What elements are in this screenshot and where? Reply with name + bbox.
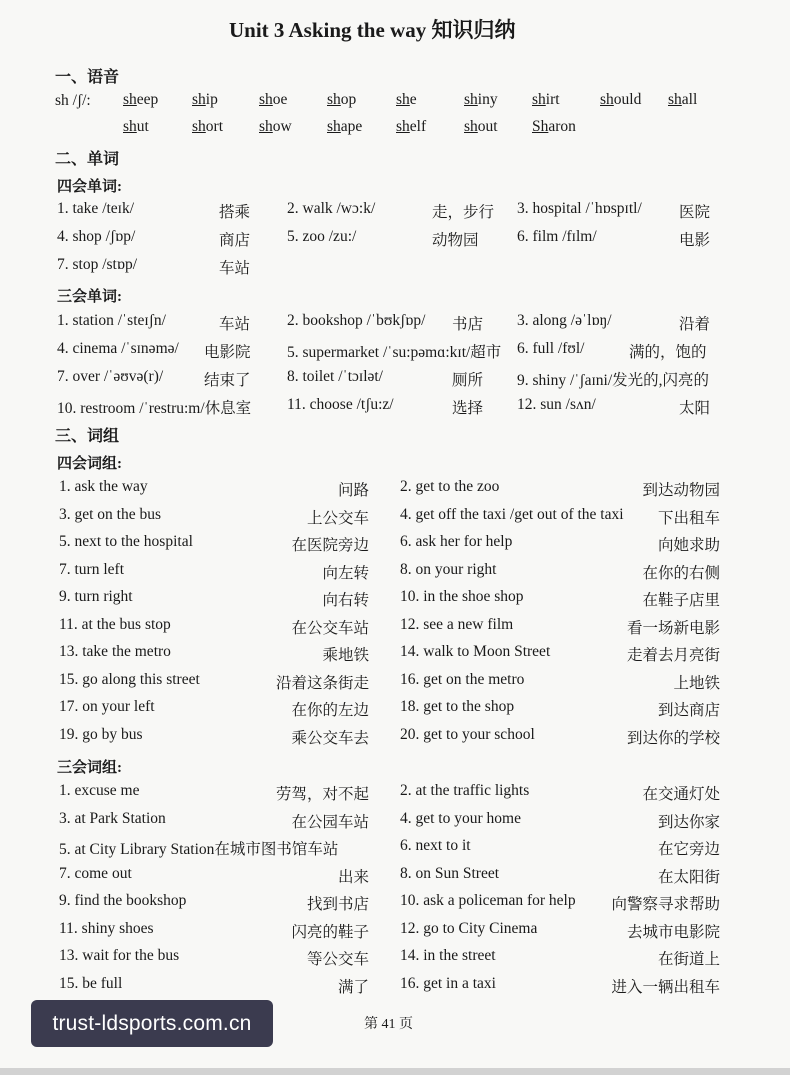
phrase-term: 5. at City Library Station在城市图书馆车站	[59, 841, 339, 858]
phrase-term: 18. get to the shop	[400, 698, 515, 715]
word-term: 11. choose /tʃu:z/	[287, 396, 394, 413]
phonics-word-rest: eep	[136, 91, 159, 108]
section-heading-phonics: 一、语音	[55, 69, 120, 86]
phrase-meaning: 问路	[337, 482, 369, 499]
phrase-meaning: 在鞋子店里	[642, 592, 720, 609]
phonics-word-rest: ape	[340, 118, 363, 135]
word-meaning: 书店	[452, 316, 484, 333]
phrase-meaning: 等公交车	[306, 951, 369, 968]
phrase-term: 5. next to the hospital	[59, 533, 193, 550]
phrase-meaning: 向警察寻求帮助	[611, 896, 720, 913]
phrase-meaning: 到达你的学校	[626, 729, 720, 747]
word-meaning: 沿着	[679, 316, 711, 333]
word-term: 7. stop /stɒp/	[57, 256, 138, 273]
phrase-meaning: 在医院旁边	[291, 537, 369, 554]
phonics-word-rest: iny	[477, 91, 498, 108]
word-term: 9. shiny /ˈʃaɪni/发光的,闪亮的	[517, 372, 710, 389]
phonics-word	[192, 118, 223, 136]
word-meaning: 车站	[219, 316, 251, 333]
phrase-term: 3. get on the bus	[59, 505, 162, 523]
word-term: 3. along /əˈlɒŋ/	[517, 312, 612, 329]
word-term: 1. station /ˈsteɪʃn/	[57, 312, 166, 329]
phonics-word-sh-part: sh	[396, 91, 410, 108]
phonics-word-rest: elf	[409, 118, 427, 135]
phonics-word	[259, 118, 292, 136]
word-term: 5. zoo /zu:/	[287, 228, 357, 245]
phonics-word-sh-part: sh	[396, 118, 410, 135]
word-meaning: 电影院	[204, 344, 251, 361]
phrase-meaning: 在交通灯处	[642, 786, 720, 803]
phrase-term: 16. get in a taxi	[400, 974, 496, 992]
phonics-word-sh-part: sh	[600, 91, 614, 108]
phrase-term: 6. next to it	[400, 837, 471, 854]
phonics-word-rest: out	[477, 118, 498, 135]
phrase-term: 14. in the street	[400, 947, 496, 964]
phonics-word-sh-part: sh	[192, 91, 206, 108]
phonics-word	[327, 91, 356, 109]
phonics-word-rest: all	[681, 91, 698, 108]
phonics-word	[532, 91, 560, 109]
phrase-meaning: 闪亮的鞋子	[291, 923, 369, 941]
subheading-three-words: 三会单词:	[57, 289, 122, 305]
phonics-word	[600, 91, 641, 109]
phrase-meaning: 看一场新电影	[626, 619, 720, 637]
word-term: 5. supermarket /ˈsu:pəmɑ:kɪt/超市	[287, 344, 502, 361]
word-meaning: 厕所	[452, 372, 484, 389]
phonics-word	[123, 91, 158, 109]
word-meaning: 车站	[219, 260, 251, 277]
phrase-term: 8. on Sun Street	[400, 864, 500, 882]
phonics-label: sh /ʃ/:	[55, 92, 91, 109]
phrase-meaning: 沿着这条街走	[275, 674, 369, 692]
phonics-word-sh-part: sh	[192, 118, 206, 135]
phonics-word-sh-part: sh	[123, 118, 137, 135]
phonics-word-sh-part: sh	[259, 118, 273, 135]
page-edge	[0, 1068, 790, 1075]
word-meaning: 满的，饱的	[629, 344, 707, 361]
phrase-meaning: 去城市电影院	[626, 923, 720, 941]
phrase-meaning: 在街道上	[657, 951, 720, 968]
phonics-word	[327, 118, 362, 136]
word-meaning: 电影	[679, 232, 711, 249]
phonics-word	[532, 118, 576, 136]
phrase-meaning: 出来	[337, 868, 369, 886]
phrase-meaning: 下出租车	[657, 509, 720, 527]
word-meaning: 走，步行	[432, 204, 495, 221]
phrase-meaning: 向她求助	[657, 537, 720, 554]
word-term: 4. shop /ʃɒp/	[57, 228, 136, 245]
phonics-word	[464, 118, 498, 136]
phonics-word-sh-part: sh	[123, 91, 137, 108]
phrase-meaning: 劳驾，对不起	[275, 786, 369, 803]
phonics-word	[396, 91, 417, 109]
word-term: 2. bookshop /ˈbʊkʃɒp/	[287, 312, 426, 329]
phonics-word-rest: ow	[272, 118, 292, 135]
phrase-term: 8. on your right	[400, 560, 497, 578]
phrase-term: 11. at the bus stop	[59, 615, 171, 633]
phrase-meaning: 上地铁	[673, 674, 720, 692]
phrase-term: 13. take the metro	[59, 643, 171, 660]
phrase-term: 2. get to the zoo	[400, 478, 500, 495]
phonics-word	[123, 118, 149, 136]
phonics-word-sh-part: sh	[668, 91, 682, 108]
word-term: 6. full /fʊl/	[517, 340, 585, 357]
word-term: 10. restroom /ˈrestru:m/休息室	[57, 400, 252, 417]
phonics-word-sh-part: sh	[464, 118, 478, 135]
word-term: 6. film /fɪlm/	[517, 228, 597, 245]
phrase-term: 9. turn right	[59, 588, 133, 605]
subheading-three-phrases: 三会词组:	[57, 760, 122, 776]
phonics-word	[396, 118, 426, 136]
phrase-meaning: 找到书店	[306, 896, 369, 913]
phrase-term: 19. go by bus	[59, 725, 143, 743]
word-meaning: 商店	[219, 232, 251, 249]
word-term: 12. sun /sʌn/	[517, 396, 596, 413]
phrase-term: 12. go to City Cinema	[400, 919, 538, 937]
phrase-term: 15. be full	[59, 974, 123, 992]
phrase-meaning: 在公交车站	[291, 619, 369, 637]
phrase-meaning: 在你的右侧	[642, 564, 720, 582]
phrase-term: 20. get to your school	[400, 725, 535, 743]
phrase-term: 12. see a new film	[400, 615, 514, 633]
phonics-word	[192, 91, 218, 109]
subheading-four-phrases: 四会词组:	[57, 456, 122, 472]
word-term: 4. cinema /ˈsɪnəmə/	[57, 340, 179, 357]
phrase-term: 4. get off the taxi /get out of the taxi	[400, 505, 624, 523]
word-term: 7. over /ˈəʊvə(r)/	[57, 368, 164, 385]
phrase-meaning: 在公园车站	[291, 813, 369, 831]
phrase-term: 17. on your left	[59, 698, 155, 715]
phrase-meaning: 乘地铁	[322, 647, 369, 664]
phrase-term: 9. find the bookshop	[59, 892, 187, 909]
phrase-meaning: 向左转	[322, 564, 369, 582]
phonics-word-sh-part: sh	[327, 118, 341, 135]
phrase-meaning: 进入一辆出租车	[611, 978, 720, 996]
phonics-word	[668, 91, 697, 109]
phrase-meaning: 到达动物园	[642, 482, 720, 499]
phrase-meaning: 上公交车	[306, 509, 369, 527]
phrase-meaning: 到达你家	[657, 813, 720, 831]
phrase-term: 7. turn left	[59, 560, 124, 578]
phonics-word-rest: oe	[272, 91, 288, 108]
phonics-word-rest: ip	[205, 91, 218, 108]
phonics-word-rest: ould	[613, 91, 642, 108]
word-meaning: 搭乘	[219, 204, 251, 221]
phrase-term: 4. get to your home	[400, 809, 521, 827]
section-heading-words: 二、单词	[55, 151, 120, 168]
word-term: 8. toilet /ˈtɔɪlət/	[287, 368, 383, 385]
phonics-word-sh-part: Sh	[532, 118, 549, 135]
phrase-term: 10. in the shoe shop	[400, 588, 524, 605]
phrase-term: 1. ask the way	[59, 478, 148, 495]
phrase-meaning: 到达商店	[657, 702, 720, 719]
word-meaning: 太阳	[679, 400, 711, 417]
word-term: 3. hospital /ˈhɒspɪtl/	[517, 200, 642, 217]
phrase-term: 10. ask a policeman for help	[400, 892, 576, 909]
phonics-word	[259, 91, 287, 109]
subheading-four-words: 四会单词:	[57, 179, 122, 195]
phrase-meaning: 在它旁边	[657, 841, 720, 858]
word-meaning: 动物园	[432, 232, 479, 249]
phrase-term: 11. shiny shoes	[59, 919, 154, 937]
phrase-term: 16. get on the metro	[400, 670, 525, 688]
phrase-term: 2. at the traffic lights	[400, 782, 530, 799]
phrase-meaning: 乘公交车去	[291, 729, 369, 747]
phrase-meaning: 在你的左边	[291, 702, 369, 719]
phrase-meaning: 向右转	[322, 592, 369, 609]
phonics-word-sh-part: sh	[464, 91, 478, 108]
phrase-term: 15. go along this street	[59, 670, 200, 688]
phrase-meaning: 走着去月亮街	[626, 647, 720, 664]
phonics-word-sh-part: sh	[259, 91, 273, 108]
phrase-term: 14. walk to Moon Street	[400, 643, 551, 660]
phonics-word	[464, 91, 498, 109]
phrase-term: 13. wait for the bus	[59, 947, 180, 964]
phonics-word-rest: ut	[136, 118, 149, 135]
phonics-word-rest: op	[340, 91, 357, 108]
phonics-word-rest: e	[409, 91, 417, 108]
word-term: 2. walk /wɔ:k/	[287, 200, 376, 217]
phonics-word-sh-part: sh	[532, 91, 546, 108]
section-heading-phrases: 三、词组	[55, 428, 120, 445]
watermark-badge: trust-ldsports.com.cn	[31, 1000, 273, 1047]
phonics-word-sh-part: sh	[327, 91, 341, 108]
phonics-word-rest: irt	[545, 91, 560, 108]
phonics-word-rest: aron	[548, 118, 576, 135]
word-term: 1. take /teɪk/	[57, 200, 135, 217]
page-number: 第 41 页	[364, 1017, 413, 1032]
phrase-term: 1. excuse me	[59, 782, 140, 799]
word-meaning: 结束了	[204, 372, 251, 389]
phrase-term: 6. ask her for help	[400, 533, 513, 550]
phrase-meaning: 满了	[337, 978, 369, 996]
word-meaning: 医院	[679, 204, 711, 221]
page-title: Unit 3 Asking the way 知识归纳	[229, 18, 516, 42]
phrase-meaning: 在太阳街	[657, 868, 720, 886]
phrase-term: 3. at Park Station	[59, 809, 166, 827]
word-meaning: 选择	[452, 400, 484, 417]
phrase-term: 7. come out	[59, 864, 132, 882]
phonics-word-rest: ort	[205, 118, 224, 135]
